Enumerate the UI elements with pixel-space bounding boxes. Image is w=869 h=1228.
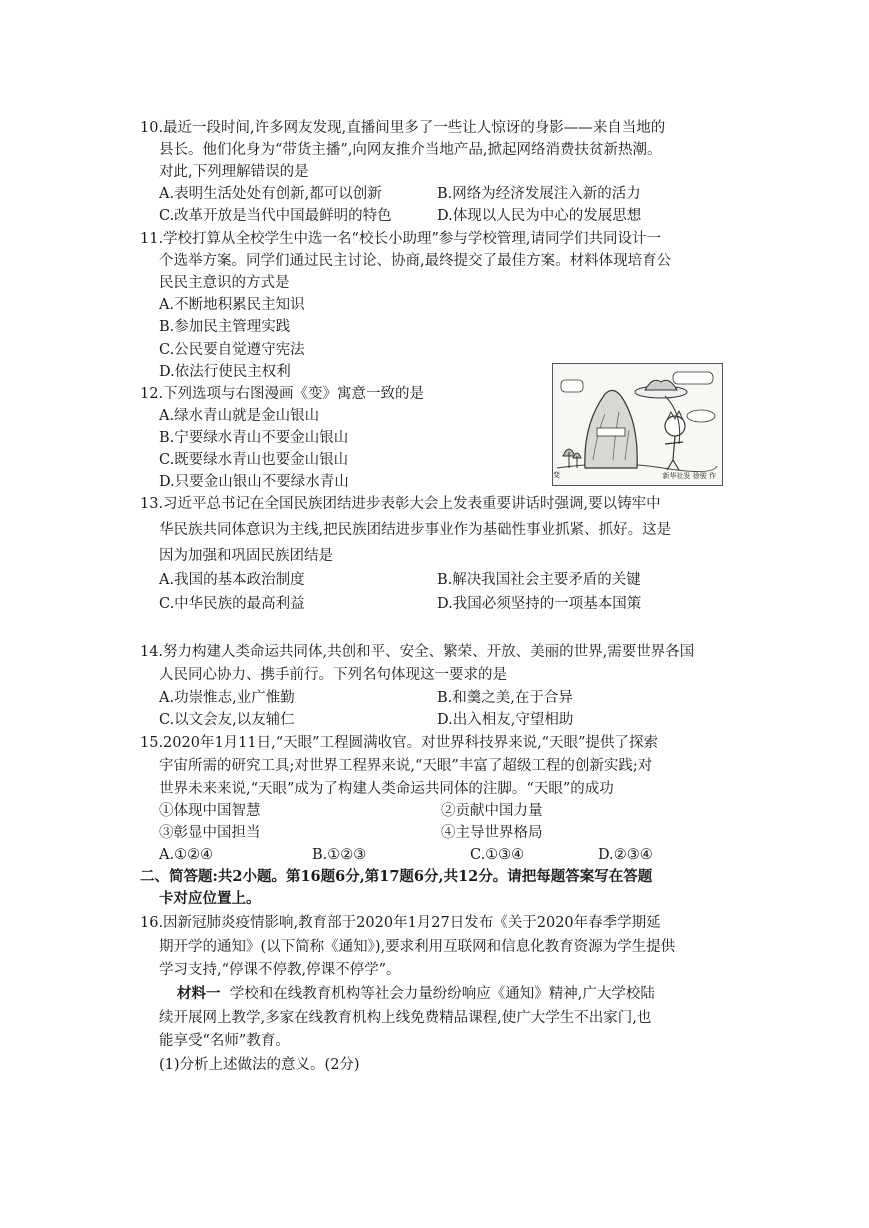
material-1-label: 材料一 [177,985,221,1002]
q15-stem-line: 15.2020年1月11日,“天眼”工程圆满收官。对世界科技界来说,“天眼”提供了探索 [140,735,659,751]
q15-option-a: A.①②④ [159,847,214,863]
q11-stem-line: 个选举方案。同学们通过民主讨论、协商,最终提交了最佳方案。材料体现培育公 [159,253,672,269]
q14-stem-line: 人民同心协力、携手前行。下列名句体现这一要求的是 [159,667,507,683]
q14-stem-line: 14.努力构建人类命运共同体,共创和平、安全、繁荣、开放、美丽的世界,需要世界各国 [140,644,695,660]
q10-stem-line: 县长。他们化身为“带货主播”,向网友推介当地产品,掀起网络消费扶贫新热潮。 [159,142,662,158]
q15-option-c: C.①③④ [470,847,525,863]
q12-option-a: A.绿水青山就是金山银山 [159,408,320,424]
q16-material-1-line: 续开展网上教学,多家在线教育机构上线免费精品课程,使广大学生不出家门,也 [159,1010,652,1026]
q14-option-a: A.功崇惟志,业广惟勤 [159,690,295,706]
q11-stem-line: 11.学校打算从全校学生中选一名“校长小助理”参与学校管理,请同学们共同设计一 [140,231,661,247]
q11-option-a: A.不断地积累民主知识 [159,297,305,313]
q11-option-d: D.依法行使民主权利 [159,364,291,380]
q16-subquestion-1: (1)分析上述做法的意义。(2分) [159,1057,360,1073]
q11-option-c: C.公民要自觉遵守宪法 [159,342,305,358]
q16-stem-line: 16.因新冠肺炎疫情影响,教育部于2020年1月27日发布《关于2020年春季学期延 [140,915,661,931]
q14-option-b: B.和羹之美,在于合异 [437,690,573,706]
q10-option-d: D.体现以人民为中心的发展思想 [437,208,642,224]
q15-option-b: B.①②③ [312,847,367,863]
cartoon-caption-title: 变 [553,471,560,479]
q15-statement-3: ③彰显中国担当 [159,825,261,841]
q12-option-c: C.既要绿水青山也要金山银山 [159,452,349,468]
material-1-text: 学校和在线教育机构等社会力量纷纷响应《通知》精神,广大学校陆 [229,986,655,1002]
q12-option-d: D.只要金山银山不要绿水青山 [159,474,349,490]
section-2-heading: 二、简答题:共2小题。第16题6分,第17题6分,共12分。请把每题答案写在答题 [140,868,653,885]
q12-option-b: B.宁要绿水青山不要金山银山 [159,430,349,446]
q12-stem-line: 12.下列选项与右图漫画《变》寓意一致的是 [140,386,425,402]
q10-stem-line: 对此,下列理解错误的是 [159,164,309,180]
q13-option-c: C.中华民族的最高利益 [159,596,305,612]
q13-option-d: D.我国必须坚持的一项基本国策 [437,596,642,612]
q16-stem-line: 学习支持,“停课不停教,停课不停学”。 [159,962,401,978]
cartoon-bian-illustration [552,363,723,486]
q13-stem-line: 华民族共同体意识为主线,把民族团结进步事业作为基础性事业抓紧、抓好。这是 [159,522,672,538]
cartoon-caption-credit: 新华社发 徐骏 作 [662,472,716,480]
cartoon-drawing [553,364,722,485]
q14-option-d: D.出入相友,守望相助 [437,712,574,728]
q15-statement-2: ②贡献中国力量 [441,803,543,819]
q10-option-c: C.改革开放是当代中国最鲜明的特色 [159,208,392,224]
q15-stem-line: 宇宙所需的研究工具;对世界工程界来说,“天眼”丰富了超级工程的创新实践;对 [159,758,653,774]
q10-stem-line: 10.最近一段时间,许多网友发现,直播间里多了一些让人惊讶的身影——来自当地的 [140,120,666,136]
q13-option-b: B.解决我国社会主要矛盾的关键 [437,572,641,588]
q15-statement-1: ①体现中国智慧 [159,803,261,819]
q11-option-b: B.参加民主管理实践 [159,319,291,335]
q15-stem-line: 世界未来来说,“天眼”成为了构建人类命运共同体的注脚。“天眼”的成功 [159,781,614,797]
q16-stem-line: 期开学的通知》(以下简称《通知》),要求利用互联网和信息化教育资源为学生提供 [159,939,676,955]
q11-stem-line: 民民主意识的方式是 [159,275,290,291]
q13-stem-line: 因为加强和巩固民族团结是 [159,548,333,564]
q16-material-1-line: 能享受“名师”教育。 [159,1033,290,1049]
q13-option-a: A.我国的基本政治制度 [159,572,305,588]
q15-option-d: D.②③④ [598,847,653,863]
section-2-heading: 卡对应位置上。 [159,890,261,907]
q13-stem-line: 13.习近平总书记在全国民族团结进步表彰大会上发表重要讲话时强调,要以铸牢中 [140,496,661,512]
q15-statement-4: ④主导世界格局 [441,825,543,841]
q16-material-1-line [177,983,655,1005]
q10-option-a: A.表明生活处处有创新,都可以创新 [159,186,382,202]
q10-option-b: B.网络为经济发展注入新的活力 [437,186,641,202]
q14-option-c: C.以文会友,以友辅仁 [159,712,295,728]
